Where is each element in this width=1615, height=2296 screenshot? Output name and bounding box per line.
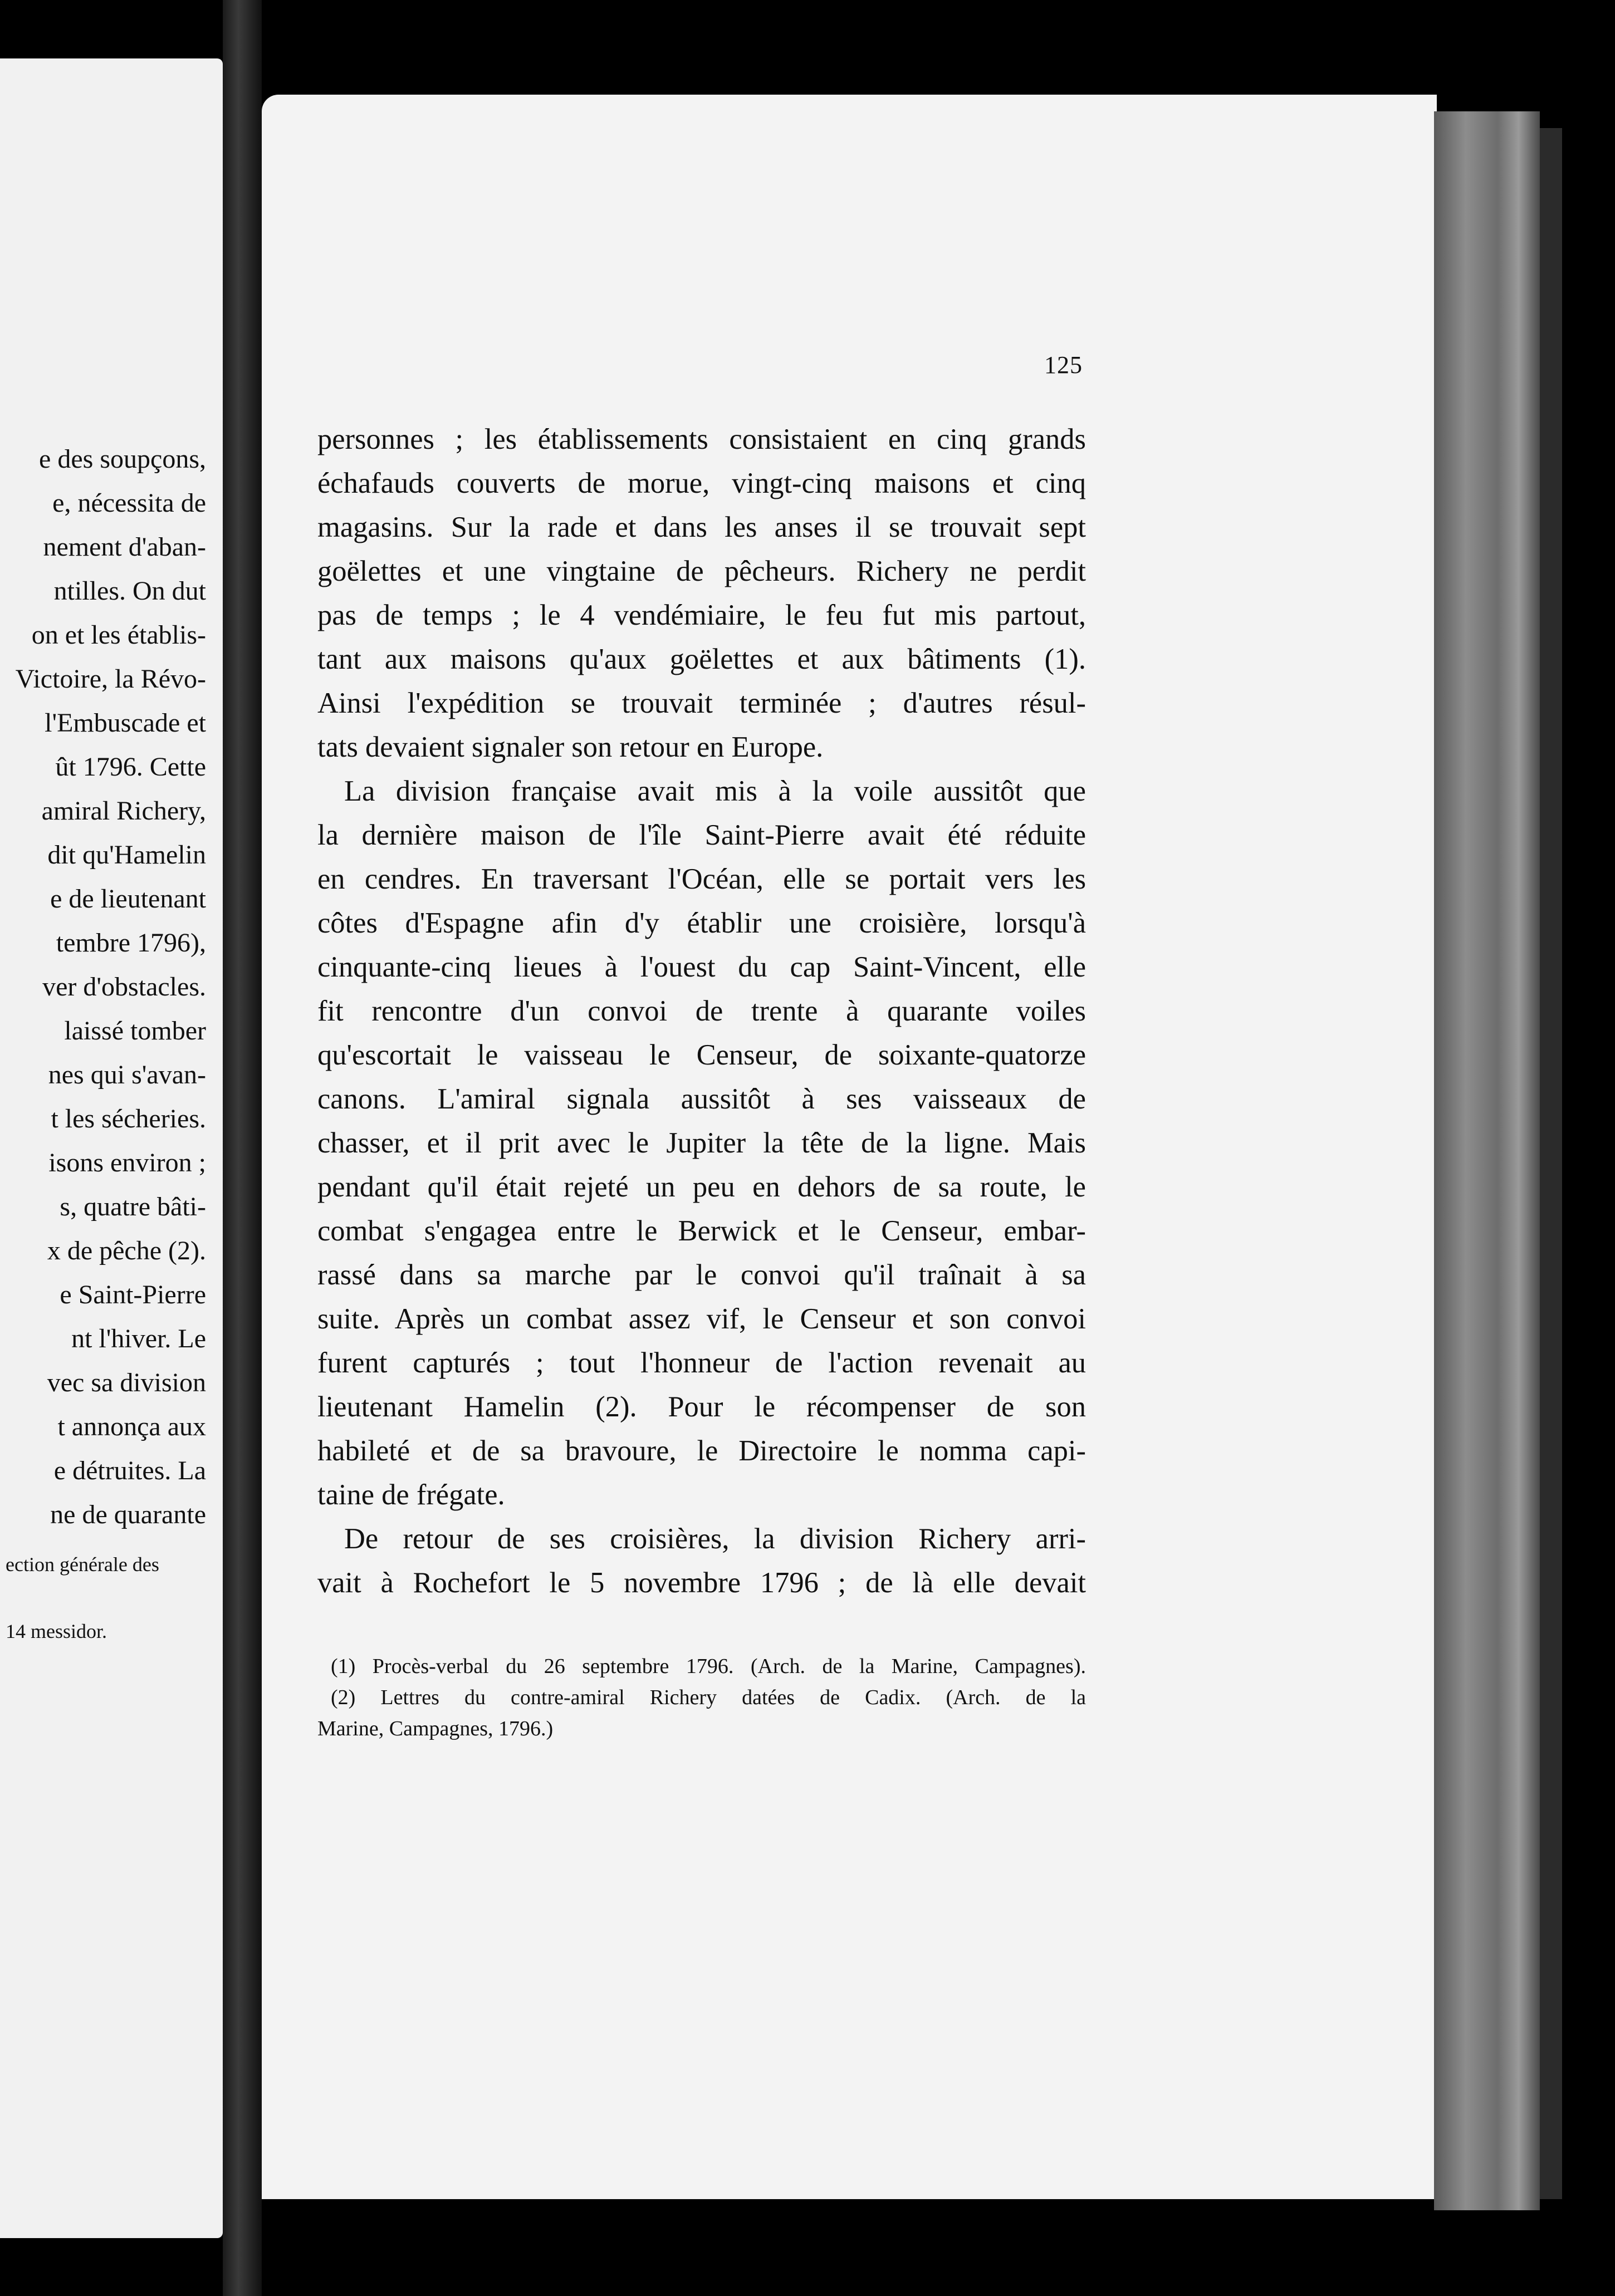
left-page-line: e détruites. La [53,1456,206,1485]
text-line: la dernière maison de l'île Saint-Pierre avait été réduite [317,819,1086,851]
text-line: qu'escortait le vaisseau le Censeur, de soixante-quatorze [317,1039,1086,1071]
left-page-line: ût 1796. Cette [55,752,206,782]
footnote-line: (2) Lettres du contre-amiral Richery datées de Cadix. (Arch. de la [331,1686,1086,1709]
text-line: vait à Rochefort le 5 novembre 1796 ; de là elle devait [317,1567,1086,1599]
left-page-line: x de pêche (2). [47,1236,206,1265]
text-line: pendant qu'il était rejeté un peu en dehors de sa route, le [317,1171,1086,1203]
footnote-line: Marine, Campagnes, 1796.) [317,1717,554,1740]
text-line: De retour de ses croisières, la division Richery arri- [344,1523,1086,1555]
text-line: suite. Après un combat assez vif, le Censeur et son convoi [317,1303,1086,1335]
text-line: furent capturés ; tout l'honneur de l'action revenait au [317,1347,1086,1379]
text-line: côtes d'Espagne afin d'y établir une croisière, lorsqu'à [317,907,1086,939]
text-line: tats devaient signaler son retour en Europe. [317,731,824,763]
left-page-line: laissé tomber [64,1016,206,1046]
left-page-line: e des soupçons, [39,444,206,474]
text-line: rassé dans sa marche par le convoi qu'il traînait à sa [317,1259,1086,1291]
left-page-footnote: 14 messidor. [6,1620,107,1642]
text-line: combat s'engagea entre le Berwick et le Censeur, embar- [317,1215,1086,1247]
text-line: pas de temps ; le 4 vendémiaire, le feu fut mis partout, [317,599,1086,631]
text-line: taine de frégate. [317,1479,505,1511]
left-page-line: e, nécessita de [52,488,206,518]
text-line: chasser, et il prit avec le Jupiter la tête de la ligne. Mais [317,1127,1086,1159]
book-gutter [223,0,262,2296]
text-line: cinquante-cinq lieues à l'ouest du cap Saint-Vincent, elle [317,951,1086,983]
left-page-line: tembre 1796), [56,928,206,958]
left-page-line: vec sa division [47,1368,206,1397]
left-page-line: ntilles. On dut [53,576,206,606]
left-page-line: t annonça aux [57,1412,206,1441]
left-page-line: ver d'obstacles. [42,972,206,1002]
text-line: échafauds couverts de morue, vingt-cinq maisons et cinq [317,467,1086,499]
left-page-line: nement d'aban- [43,532,206,562]
left-page-line: s, quatre bâti- [60,1192,206,1221]
left-page-line: t les sécheries. [51,1104,206,1134]
left-page-line: e Saint-Pierre [60,1280,206,1309]
page-number: 125 [1044,351,1083,379]
footnotes [317,1651,1086,1744]
left-page-line: Victoire, la Révo- [15,664,206,694]
text-line: habileté et de sa bravoure, le Directoire le nomma capi- [317,1435,1086,1467]
left-page-line: e de lieutenant [50,884,206,914]
left-page-line: nt l'hiver. Le [71,1324,206,1353]
outer-border [1540,128,1562,2199]
text-line: lieutenant Hamelin (2). Pour le récompenser de son [317,1391,1086,1423]
left-page-line: dit qu'Hamelin [47,840,206,870]
text-line: goëlettes et une vingtaine de pêcheurs. Richery ne perdit [317,555,1086,587]
text-line: La division française avait mis à la voile aussitôt que [344,775,1086,807]
left-page-footnote: ection générale des [6,1553,159,1576]
left-page-line: nes qui s'avan- [48,1060,206,1090]
text-line: canons. L'amiral signala aussitôt à ses vaisseaux de [317,1083,1086,1115]
left-page-line: ne de quarante [50,1500,206,1529]
page-edge-shadow [1434,111,1540,2210]
left-page-line: isons environ ; [48,1148,206,1178]
text-line: tant aux maisons qu'aux goëlettes et aux bâtiments (1). [317,643,1086,675]
left-page-line: l'Embuscade et [45,708,206,738]
text-line: en cendres. En traversant l'Océan, elle se portait vers les [317,863,1086,895]
left-page-line: amiral Richery, [41,796,206,826]
text-line: fit rencontre d'un convoi de trente à quarante voiles [317,995,1086,1027]
text-line: Ainsi l'expédition se trouvait terminée ; d'autres résul- [317,687,1086,719]
body-text [317,418,1086,1605]
left-page-fragment [0,58,223,2238]
left-page-line: on et les établis- [31,620,206,650]
text-line: personnes ; les établissements consistaient en cinq grands [317,423,1086,455]
footnote-line: (1) Procès-verbal du 26 septembre 1796. (Arch. de la Marine, Campagnes). [331,1655,1086,1678]
text-line: magasins. Sur la rade et dans les anses il se trouvait sept [317,511,1086,543]
